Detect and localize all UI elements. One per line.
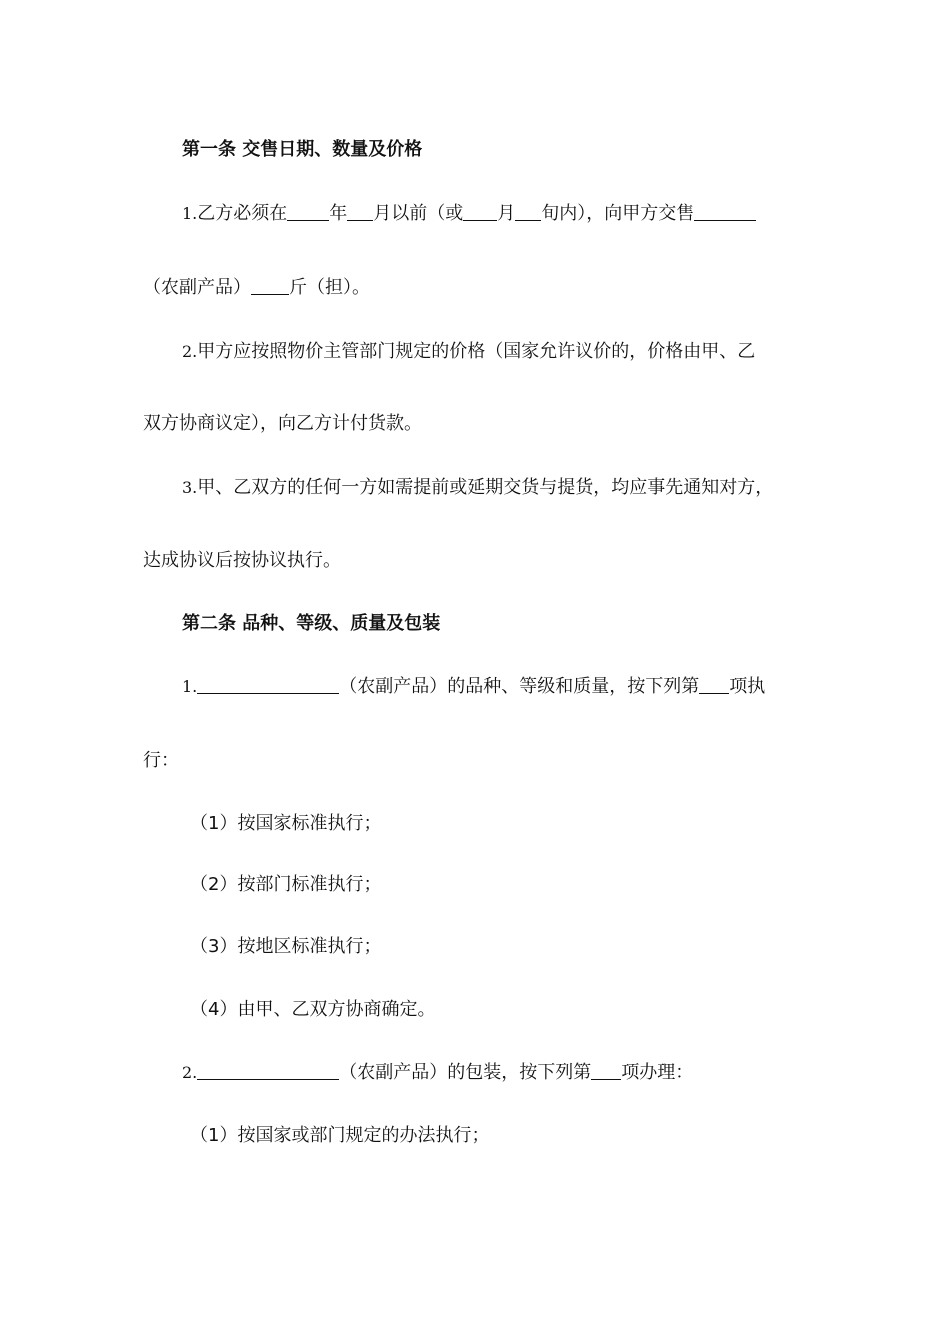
option-number-blank[interactable] [699,675,729,694]
item-text: 项办理： [621,1062,694,1083]
item-text: 月以前（或 [373,203,464,224]
article-2-item-1-cont: 行： [143,750,179,771]
item-number: 3. [182,478,198,497]
item-text: （农副产品） [143,277,251,298]
month-blank[interactable] [347,202,373,221]
option-1: （1）按国家标准执行； [190,813,382,834]
option-4: （4）由甲、乙双方协商确定。 [190,999,436,1020]
option-3: （3）按地区标准执行； [190,936,382,957]
item-text: （农副产品）的品种、等级和质量，按下列第 [339,676,700,697]
period-blank[interactable] [515,202,541,221]
article-1-item-1 [182,202,756,226]
quantity-blank[interactable] [251,276,289,295]
article-1-item-3-cont: 达成协议后按协议执行。 [143,550,341,571]
product-blank[interactable] [694,202,756,221]
article-2-item-1 [182,675,765,699]
option-number-blank[interactable] [591,1061,621,1080]
item-number: 2. [182,342,198,361]
product-name-blank[interactable] [197,1061,339,1080]
item-text: 项执 [729,676,766,697]
article-1-item-2-cont: 双方协商议定），向乙方计付货款。 [143,413,422,434]
alt-month-blank[interactable] [463,202,497,221]
item-text: 乙方必须在 [197,203,288,224]
article-1-item-2 [182,340,755,364]
item-number: 1. [182,677,198,696]
article-2-heading: 第二条 品种、等级、质量及包装 [182,613,441,634]
item-number: 1. [182,204,198,223]
item-text: 甲方应按照物价主管部门规定的价格（国家允许议价的，价格由甲、乙 [197,341,756,362]
item-number: 2. [182,1063,198,1082]
article-2-item-2 [182,1061,693,1085]
article-1-heading: 第一条 交售日期、数量及价格 [182,139,423,160]
packaging-option-1: （1）按国家或部门规定的办法执行； [190,1125,490,1146]
year-blank[interactable] [287,202,329,221]
item-text: 斤（担）。 [289,277,370,298]
product-name-blank[interactable] [197,675,339,694]
option-2: （2）按部门标准执行； [190,874,382,895]
item-text: 旬内），向甲方交售 [541,203,695,224]
item-text: 甲、乙双方的任何一方如需提前或延期交货与提货，均应事先通知对方， [197,477,774,498]
article-1-item-1-cont [143,276,370,300]
item-text: 年 [329,203,348,224]
article-1-item-3 [182,476,773,500]
item-text: 月 [497,203,516,224]
item-text: （农副产品）的包装，按下列第 [339,1062,592,1083]
